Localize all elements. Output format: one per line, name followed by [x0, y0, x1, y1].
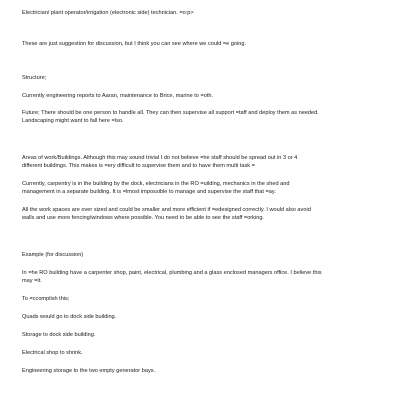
- text-line-quads: Quads would go to dock side building.: [22, 314, 117, 320]
- text-line-currently-reports: Currently engineering reports to Aaran, maintenance to Brice, marine to =oth.: [22, 93, 214, 99]
- text-line-to-accomplish: To =ccomplish this;: [22, 296, 70, 302]
- text-line-landscaping: Landscaping might want to fall here =lso.: [22, 118, 124, 124]
- text-line-different-buildings: different buildings. This makes is =ery difficult to supervise them and to have them multi task =: [22, 163, 255, 169]
- text-line-title: Electrician/ plant operator/irrigation (electronic side) technician. =o:p>: [22, 10, 194, 16]
- text-line-currently-carpentry: Currently, carpentry is in the building by the dock, electricians in the RO =uilding, mechanics in the shed and: [22, 181, 290, 187]
- text-line-structure-heading: Structure;: [22, 75, 47, 81]
- text-line-suggestion: These are just suggestion for discussion, but I think you can see where we could =e going.: [22, 41, 247, 47]
- text-line-walls-fencing: walls and use more fencing/windows where possible. You need to be able to see the staff =orking.: [22, 215, 264, 221]
- text-line-management-separate: management in a separate building. It is =lmost impossible to manage and supervise the staff that =ay.: [22, 189, 276, 195]
- text-line-ro-building: In =he RO building have a carpenter shop, paint, electrical, plumbing and a glass enclosed managers office. I believe this: [22, 270, 322, 276]
- text-line-example-heading: Example (for discussion): [22, 252, 84, 258]
- text-line-future: Future; There should be one person to handle all. They can then supervise all support =taff and deploy them as needed.: [22, 110, 319, 116]
- text-line-storage-dock: Storage to dock side building.: [22, 332, 96, 338]
- text-line-work-spaces: All the work spaces are over sized and could be smaller and more efficient if =edesigned correctly. I would also avoid: [22, 207, 311, 213]
- text-line-may-fit: may =it.: [22, 278, 42, 284]
- text-line-electrical-shop: Electrical shop to shrink.: [22, 350, 83, 356]
- text-line-areas-of-work: Areas of work/Buildings. Although this may sound trivial I do not believe =he staff should be spread out in 3 or 4: [22, 155, 298, 161]
- text-line-engineering-storage: Engineering storage to the two empty generator bays.: [22, 368, 156, 374]
